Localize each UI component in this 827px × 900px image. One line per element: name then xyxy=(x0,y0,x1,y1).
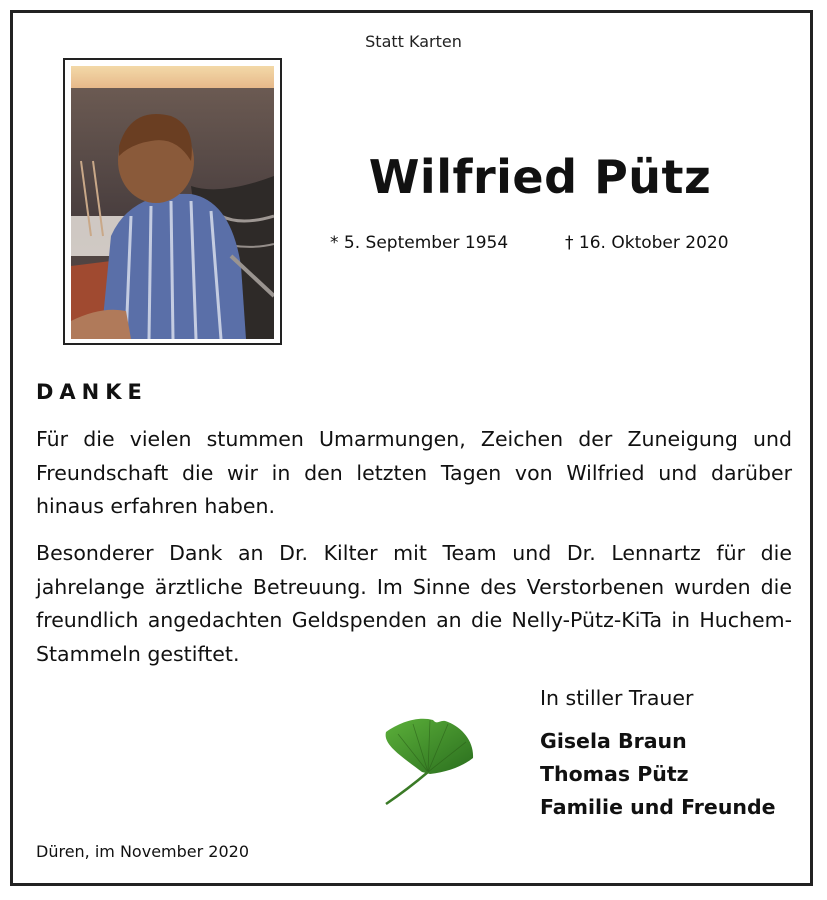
portrait-frame xyxy=(63,58,282,345)
thanks-paragraph-2: Besonderer Dank an Dr. Kilter mit Team und Dr. Lennartz für die jahrelange ärztliche Betreuung. Im Sinne des Verstorbenen wurden die freundlich angedachten Geldspenden an die Nelly-Pütz-KiTa in Huchem-Stammeln gestiftet. xyxy=(36,541,792,666)
place-and-date: Düren, im November 2020 xyxy=(36,842,249,861)
thanks-paragraph-1: Für die vielen stummen Umarmungen, Zeichen der Zuneigung und Freundschaft die wir in den letzten Tagen von Wilfried und darüber hinaus erfahren haben. xyxy=(36,427,792,518)
mourner-name: Gisela Braun xyxy=(540,729,687,753)
mourner-name: Thomas Pütz xyxy=(540,762,689,786)
ginkgo-leaf-icon xyxy=(378,714,478,809)
death-date: † 16. Oktober 2020 xyxy=(565,233,729,253)
deceased-name: Wilfried Pütz xyxy=(368,150,712,204)
birth-date: * 5. September 1954 xyxy=(330,233,509,253)
statt-karten-label: Statt Karten xyxy=(365,32,462,51)
mourning-intro: In stiller Trauer xyxy=(540,686,694,710)
thanks-heading: DANKE xyxy=(36,380,148,404)
mourner-name: Familie und Freunde xyxy=(540,795,776,819)
portrait-image xyxy=(71,66,274,339)
portrait-photo xyxy=(71,66,274,339)
